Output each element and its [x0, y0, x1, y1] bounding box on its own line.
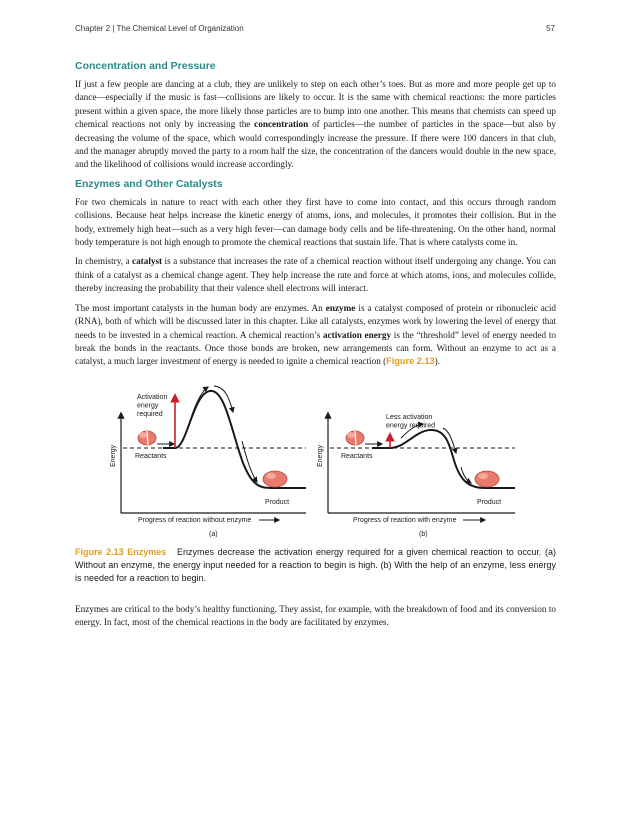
panel-a [110, 386, 306, 538]
y-axis-label-b: Energy [317, 444, 324, 467]
caption-text: Enzymes decrease the activation energy required for a given chemical reaction to occur. (a) Without an enzyme, the energy input needed for a reaction to begin is high. (b) With the help of an enzyme, less energy is needed for a reaction to begin. [75, 546, 556, 583]
figure-enzymes [75, 375, 556, 540]
energy-diagram [75, 375, 556, 540]
progress-arrow-b4 [461, 467, 471, 483]
reactants-label-a: Reactants [135, 452, 167, 460]
progress-arrow-b3 [443, 428, 456, 453]
annotation-b: Less activation energy required [386, 413, 436, 430]
paragraph-enzyme: The most important catalysts in the human body are enzymes. An enzyme is a catalyst composed of protein or ribonucleic acid (RNA), both of which will be discussed later in this chapter. Like all catalysts, enzymes work by lowering the level of energy that needs to be invested in a chemical reaction. A chemical reaction’s activation energy is the “threshold” level of energy needed to break the bonds in the reactants. Once those bonds are broken, new arrangements can form. Without an enzyme to act as a catalyst, a much larger investment of energy is needed to ignite a chemical reaction (Figure 2.13). [75, 302, 557, 367]
chapter-title: Chapter 2 | The Chemical Level of Organization [75, 24, 244, 33]
progress-arrow-a3 [214, 386, 233, 412]
reactant-molecule-b [346, 431, 364, 445]
term-activation-energy: activation energy [323, 329, 392, 340]
figure-link[interactable]: Figure 2.13 [386, 356, 435, 367]
paragraph-closing: Enzymes are critical to the body’s healthy functioning. They assist, for example, with the breakdown of food and its conversion to energy. In fact, most of the chemical reactions in the body are facilitated by enzymes. [75, 603, 556, 628]
product-molecule-a [263, 471, 287, 487]
section-heading-concentration: Concentration and Pressure [75, 60, 216, 72]
page-content [75, 60, 556, 636]
annotation-a: Activation energy required [137, 393, 168, 418]
panel-b [317, 413, 515, 538]
section-heading-enzymes: Enzymes and Other Catalysts [75, 177, 223, 190]
paragraph-catalyst: In chemistry, a catalyst is a substance that increases the rate of a chemical reaction without itself undergoing any change. You can think of a catalyst as a chemical change agent. They help increase the rate and force at which atoms, ions, and molecules collide, thereby increasing the probability that their valence shell electrons will interact. [75, 256, 556, 294]
x-axis-label-b: Progress of reaction with enzyme [353, 516, 457, 524]
figure-caption [75, 546, 556, 585]
term-enzyme: enzyme [325, 302, 356, 313]
y-axis-label-a: Energy [110, 444, 117, 467]
product-label-a: Product [265, 498, 290, 506]
page-number: 57 [546, 24, 555, 33]
x-axis-label-a: Progress of reaction without enzyme [138, 516, 252, 524]
paragraph-collisions: For two chemicals in nature to react with each other they first have to come into contact, and this occurs through random collisions. Because heat helps increase the kinetic energy of atoms, ions, and molecules, it promotes their collision. But in the body, extremely high heat—such as a very high fever—can damage body cells and be life-threatening. On the other hand, normal body temperature is not high enough to promote the chemical reactions that sustain life. That is where catalysts come in. [75, 196, 556, 248]
caption-label: Figure 2.13 Enzymes [75, 546, 167, 557]
panel-tag-a: (a) [209, 530, 218, 538]
term-catalyst: catalyst [132, 256, 163, 267]
reactants-label-b: Reactants [341, 452, 373, 460]
product-molecule-b [475, 471, 499, 487]
energy-curve-a [163, 391, 306, 488]
term-concentration: concentration [254, 119, 309, 130]
reactant-molecule-a [138, 431, 156, 445]
product-label-b: Product [477, 498, 502, 506]
paragraph-concentration: If just a few people are dancing at a club, they are unlikely to step on each other’s toes. But as more and more people get up to dance—especially if the music is fast—collisions are likely to occur. It is the same with chemical reactions: the more particles present within a given space, the more likely those particles are to bump into one another. This means that chemists can speed up chemical reactions not only by increasing the concentration of particles—the number of particles in the space—but also by decreasing the volume of the space, which would correspondingly increase the pressure. If there were 100 dancers in that club, and the manager abruptly moved the party to a room half the size, the concentration of the dancers would double in the new space, and the likelihood of collisions would increase accordingly. [75, 79, 556, 170]
panel-tag-b: (b) [419, 530, 428, 538]
